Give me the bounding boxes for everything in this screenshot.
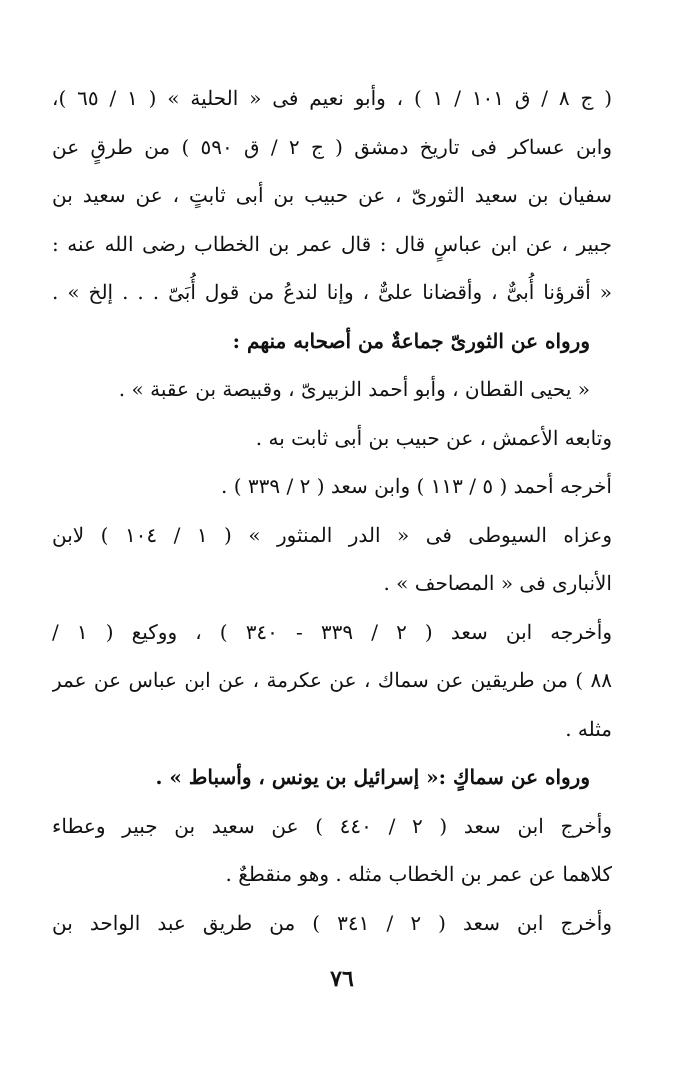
text-line: ( ج ٨ / ق ١٠١ / ١ ) ، وأبو نعيم فى « الحلية » ( ١ / ٦٥ )، xyxy=(52,86,612,110)
text-line: « يحيى القطان ، وأبو أحمد الزبيرىّ ، وقبيصة بن عقبة » . xyxy=(118,377,590,401)
body-text xyxy=(52,74,612,947)
text-line: مثله . xyxy=(565,716,612,741)
page-number: ٧٦ xyxy=(330,966,354,992)
text-line: جبير ، عن ابن عباسٍ قال : قال عمر بن الخطاب رضى الله عنه : xyxy=(52,231,612,256)
text-line: وأخرج ابن سعد ( ٢ / ٤٤٠ ) عن سعيد بن جبير وعطاء xyxy=(52,813,612,838)
text-line: وابن عساكر فى تاريخ دمشق ( ج ٢ / ق ٥٩٠ ) من طرقٍ عن xyxy=(52,134,612,159)
text-line: الأنبارى فى « المصاحف » . xyxy=(383,571,612,595)
text-line: ٨٨ ) من طريقين عن سماك ، عن عكرمة ، عن ابن عباس عن عمر xyxy=(52,668,612,692)
text-line: سفيان بن سعيد الثورىّ ، عن حبيب بن أبى ثابتٍ ، عن سعيد بن xyxy=(52,183,612,207)
text-line: وتابعه الأعمش ، عن حبيب بن أبى ثابت به . xyxy=(255,425,612,450)
text-line: كلاهما عن عمر بن الخطاب مثله . وهو منقطعٌ . xyxy=(225,862,612,886)
text-line: وأخرج ابن سعد ( ٢ / ٣٤١ ) من طريق عبد الواحد بن xyxy=(52,910,612,935)
text-line: وأخرجه ابن سعد ( ٢ / ٣٣٩ - ٣٤٠ ) ، ووكيع ( ١ / xyxy=(52,619,612,644)
text-line: « أقرؤنا أُبىٌّ ، وأقضانا علىٌّ ، وإنا لندعُ من قول أُبَىّ . . . إلخ » . xyxy=(52,280,612,304)
section-heading: ورواه عن سماكٍ :« إسرائيل بن يونس ، وأسباط » . xyxy=(155,765,590,789)
section-heading: ورواه عن الثورىّ جماعةٌ من أصحابه منهم : xyxy=(232,328,590,353)
text-line: وعزاه السيوطى فى « الدر المنثور » ( ١ / ١٠٤ ) لابن xyxy=(52,522,612,547)
text-line: أخرجه أحمد ( ٥ / ١١٣ ) وابن سعد ( ٢ / ٣٣٩ ) . xyxy=(221,474,612,498)
